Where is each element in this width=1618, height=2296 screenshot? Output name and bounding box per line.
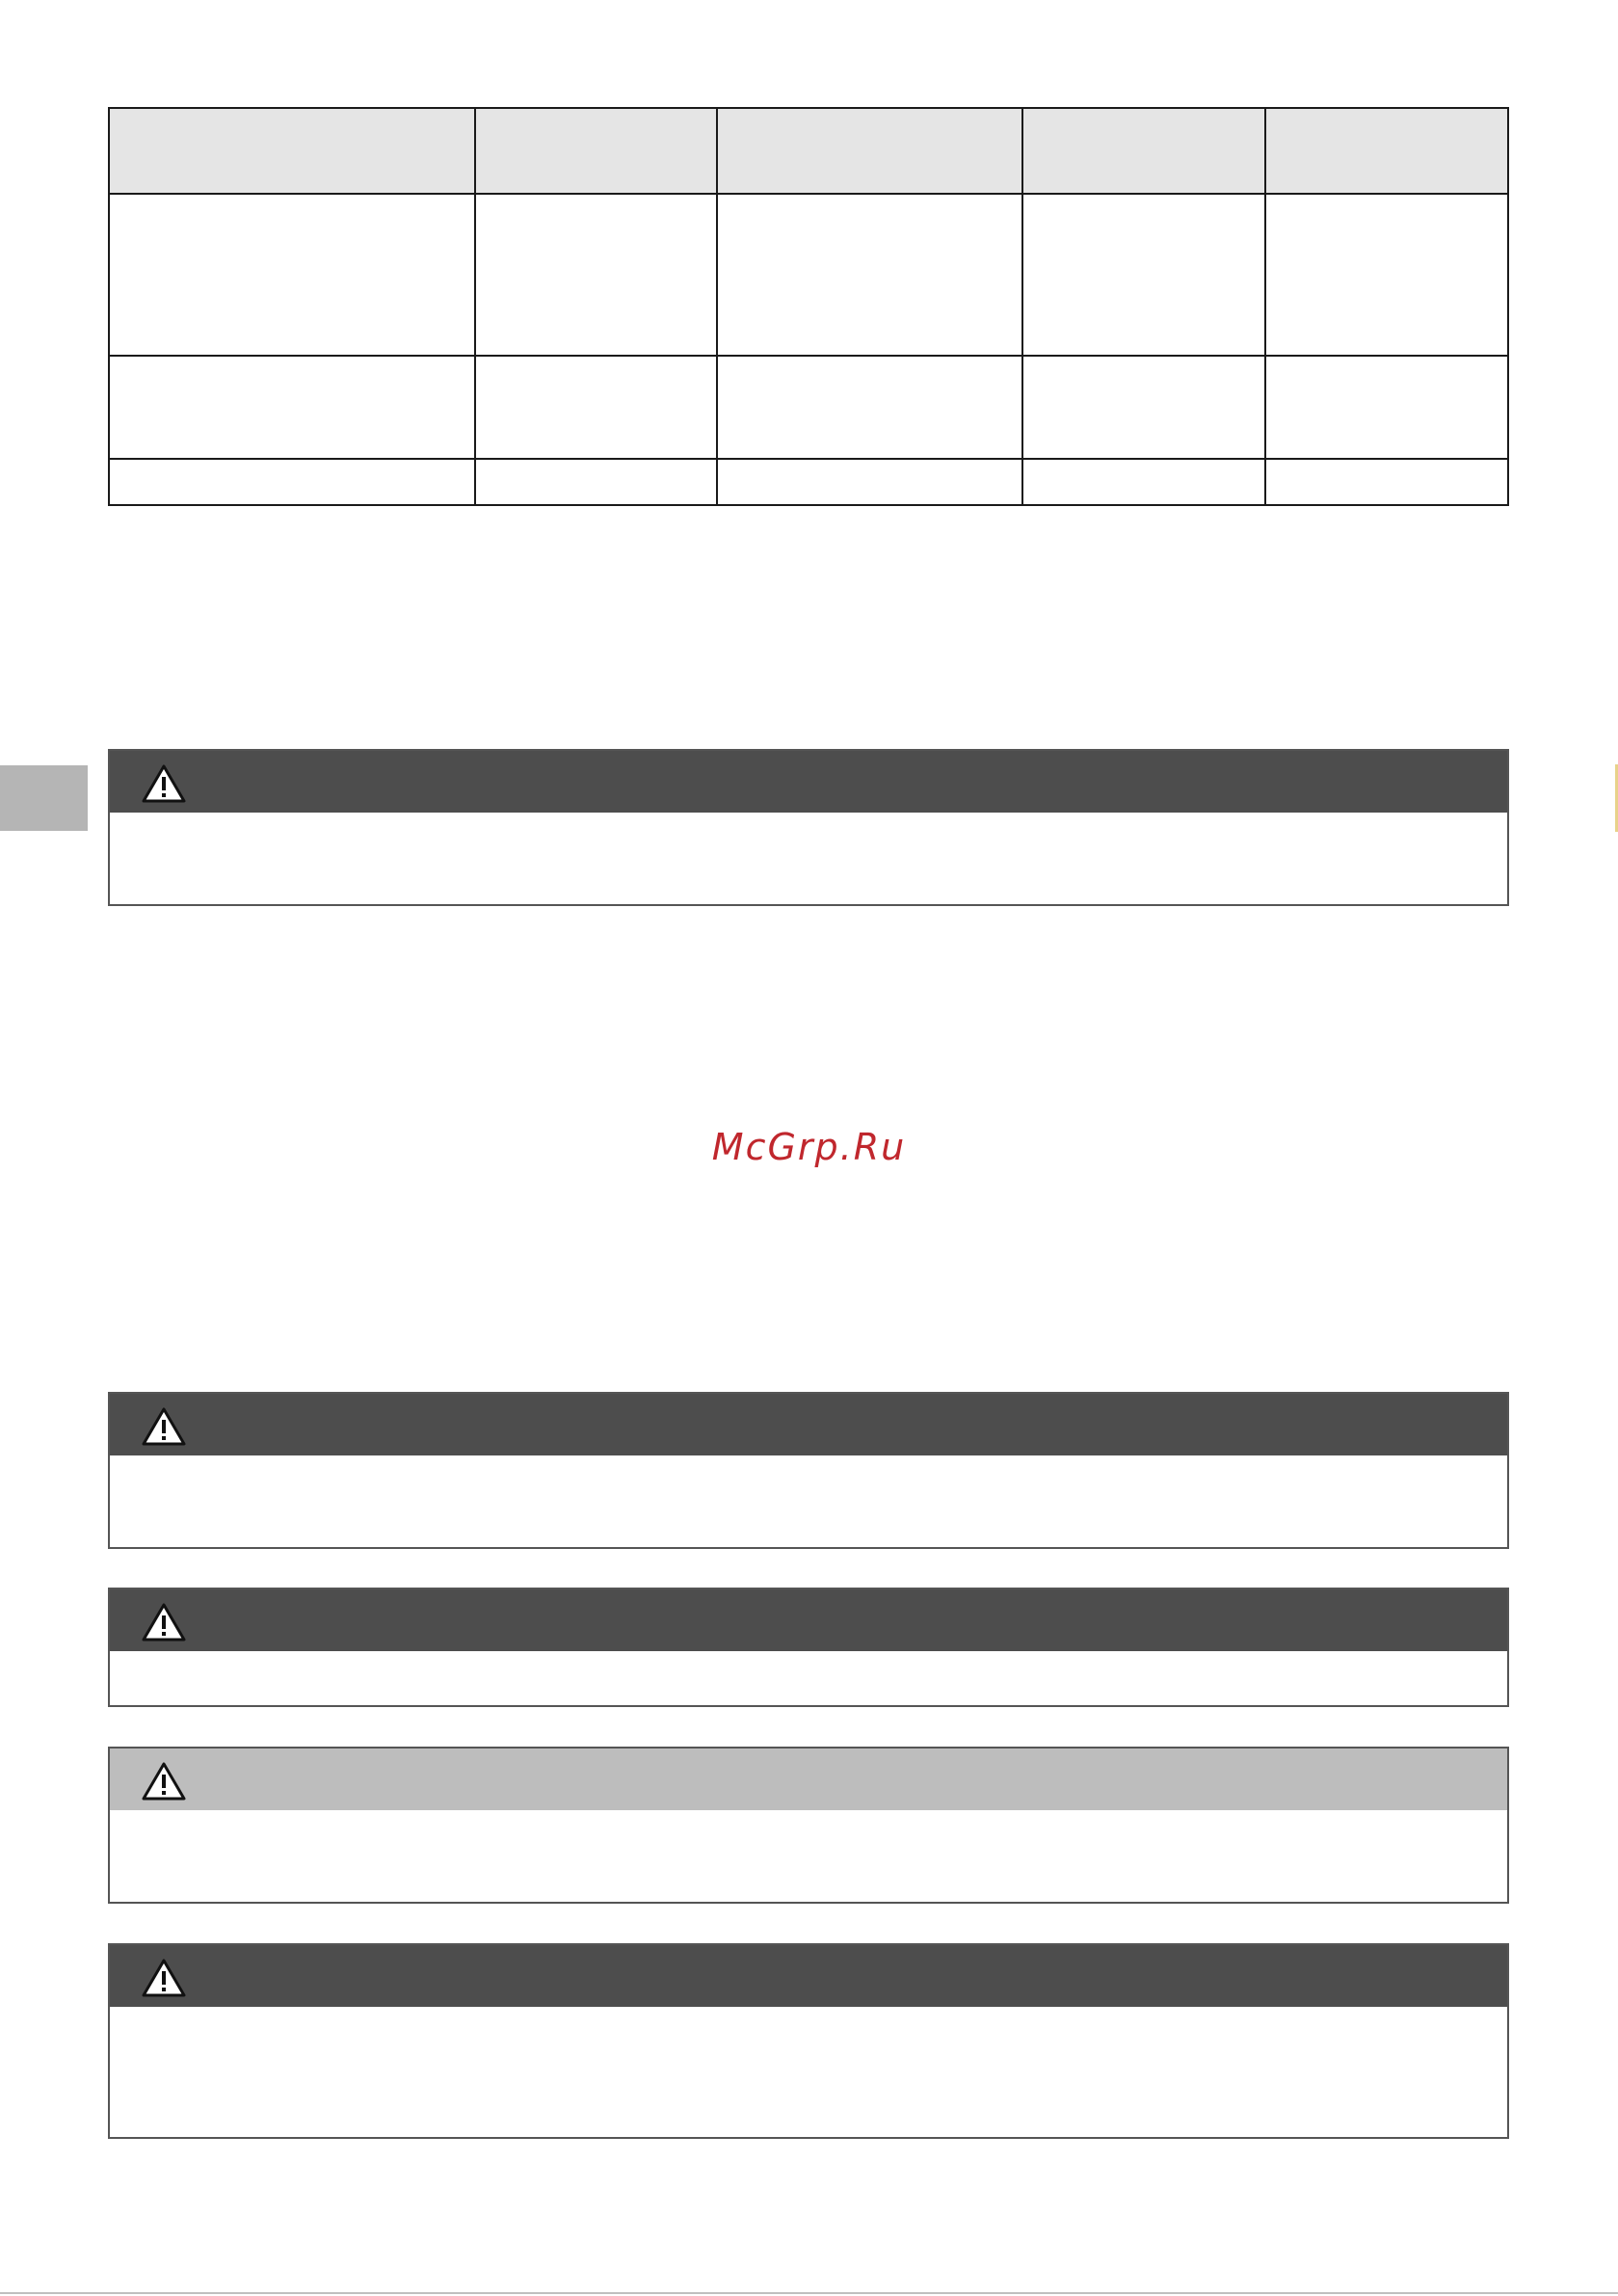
footer-rule [0,2292,1618,2294]
table-header-cell [109,108,475,194]
table-row [109,459,1508,505]
table-cell [1265,356,1508,459]
table-header-cell [1022,108,1266,194]
spec-table [108,107,1509,506]
warning-triangle-icon [141,763,187,804]
warning-box [108,1588,1509,1707]
table-cell [109,459,475,505]
table-row [109,356,1508,459]
table-cell [717,194,1021,356]
warning-box [108,1943,1509,2139]
table-cell [109,356,475,459]
table-cell [1022,459,1266,505]
table-cell [717,356,1021,459]
table-cell [1265,459,1508,505]
warning-box [108,749,1509,906]
warning-header [110,1394,1507,1455]
warning-triangle-icon [141,1761,187,1802]
table-cell [1022,194,1266,356]
table-header-cell [1265,108,1508,194]
watermark-text: McGrp.Ru [711,1126,907,1168]
caution-box [108,1747,1509,1904]
warning-triangle-icon [141,1958,187,1998]
table-cell [475,459,718,505]
table-cell [1022,356,1266,459]
section-tab [0,765,88,831]
table-cell [475,194,718,356]
table-header-cell [475,108,718,194]
table-cell [1265,194,1508,356]
warning-header [110,1589,1507,1651]
table-header-cell [717,108,1021,194]
table-row [109,194,1508,356]
warning-header [110,751,1507,813]
table-header-row [109,108,1508,194]
caution-header [110,1749,1507,1810]
table-cell [475,356,718,459]
table-cell [109,194,475,356]
table-cell [717,459,1021,505]
warning-triangle-icon [141,1602,187,1642]
warning-header [110,1945,1507,2007]
warning-box [108,1392,1509,1549]
warning-triangle-icon [141,1406,187,1447]
